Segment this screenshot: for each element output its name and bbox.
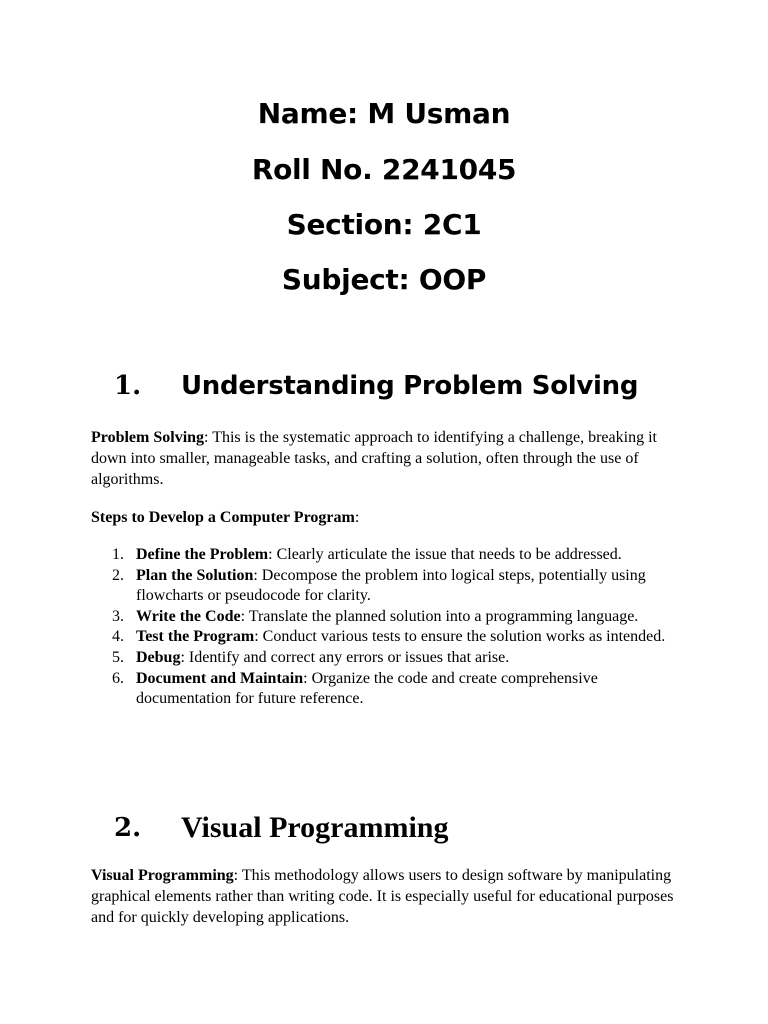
list-item-term: Debug: [136, 648, 181, 666]
list-item-term: Plan the Solution: [136, 566, 254, 584]
list-item: [91, 627, 691, 648]
list-item-text: : Translate the planned solution into a programming language.: [240, 607, 639, 625]
steps-heading: [91, 507, 691, 528]
section-1-number: 1.: [114, 371, 142, 401]
list-item-number: 3.: [112, 607, 124, 625]
visual-programming-definition: [91, 865, 691, 928]
visual-programming-term: Visual Programming: [91, 867, 234, 884]
list-item-number: 2.: [112, 566, 124, 584]
section-2-title: Visual Programming: [181, 811, 449, 844]
list-item-term: Document and Maintain: [136, 669, 304, 687]
list-item-number: 5.: [112, 648, 124, 666]
list-item-text: : Clearly articulate the issue that needs to be addressed.: [268, 546, 622, 563]
list-item-term: Define the Problem: [136, 546, 269, 563]
roll-number: Roll No. 2241045: [251, 153, 517, 186]
list-item-term: Test the Program: [136, 628, 255, 646]
list-item-number: 4.: [112, 628, 124, 646]
list-item-text: : Organize the code and create comprehensive documentation for future reference.: [136, 669, 598, 708]
steps-heading-colon: :: [354, 509, 360, 526]
list-item: [91, 545, 691, 566]
student-name: Name: M Usman: [257, 97, 511, 130]
list-item-number: 6.: [112, 669, 124, 687]
steps-heading-term: Steps to Develop a Computer Program: [91, 509, 355, 526]
list-item: [91, 648, 691, 669]
list-item: [91, 566, 691, 607]
subject-label: Subject: OOP: [281, 263, 487, 296]
visual-programming-text: : This methodology allows users to design software by manipulating graphical elements rather than writing code. It is especially useful for educational purposes and for quickly developing applications.: [91, 867, 674, 926]
problem-solving-definition: [91, 427, 691, 490]
problem-solving-text: : This is the systematic approach to identifying a challenge, breaking it down into smaller, manageable tasks, and crafting a solution, often through the use of algorithms.: [91, 429, 657, 488]
list-item-text: : Identify and correct any errors or issues that arise.: [180, 648, 510, 666]
steps-list: [91, 545, 691, 710]
list-item: [91, 669, 691, 710]
section-1-title: Understanding Problem Solving: [181, 371, 639, 401]
list-item: [91, 607, 691, 628]
list-item-number: 1.: [112, 546, 124, 563]
list-item-text: : Conduct various tests to ensure the solution works as intended.: [254, 628, 666, 646]
list-item-text: : Decompose the problem into logical steps, potentially using flowcharts or pseudocode for clarity.: [136, 566, 646, 605]
list-item-term: Write the Code: [136, 607, 241, 625]
section-label: Section: 2C1: [286, 208, 482, 241]
problem-solving-term: Problem Solving: [91, 429, 205, 446]
section-2-number: 2.: [114, 813, 142, 843]
